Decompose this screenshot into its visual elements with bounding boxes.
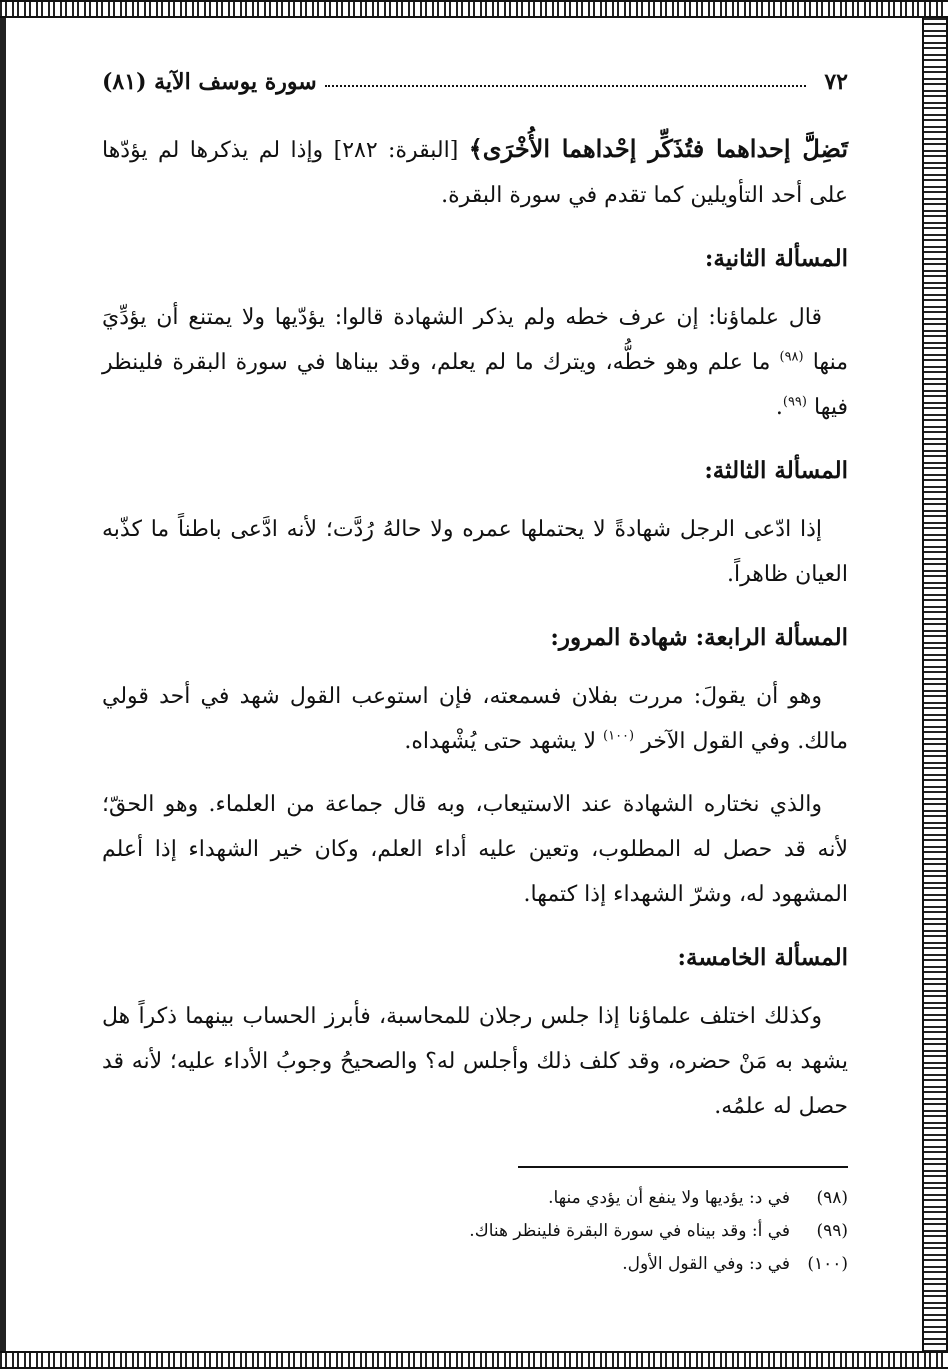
footnote-item	[102, 1215, 848, 1248]
paragraph-section-2	[102, 295, 848, 430]
footnote-number: (٩٨)	[816, 1188, 848, 1208]
paragraph-section-4	[102, 674, 848, 764]
footnote-ref[interactable]: (٩٩)	[782, 394, 807, 410]
quran-quote: تَضِلَّ إحداهما فتُذَكِّر إحْداهما الأُخْرَى﴾	[468, 134, 849, 163]
page-border-left	[0, 18, 6, 1351]
paragraph-text: لا يشهد حتى يُشْهداه.	[404, 729, 604, 754]
footnote-separator	[518, 1166, 848, 1168]
footnote-item	[102, 1182, 848, 1215]
footnote-ref[interactable]: (٩٨)	[779, 349, 804, 365]
page-body	[102, 62, 848, 1147]
paragraph-text: وهو أن يقولَ: مررت بفلان فسمعته، فإن استوعب القول شهد في أحد قولي مالك. وفي القول الآخر	[102, 684, 848, 754]
section-title-3: المسألة الثالثة:	[704, 457, 848, 484]
footnotes	[102, 1182, 848, 1281]
page-border-top	[0, 0, 948, 18]
page-border-bottom	[0, 1351, 948, 1369]
section-title-5: المسألة الخامسة:	[677, 944, 848, 971]
paragraph-section-4b: والذي نختاره الشهادة عند الاستيعاب، وبه قال جماعة من العلماء. وهو الحقّ؛ لأنه قد حصل له المطلوب، وتعين عليه أداء العلم، وكان خير الشهداء إذا أعلم المشهود له، وشرّ الشهداء إذا كتمها.	[102, 792, 848, 907]
paragraph-section-3: إذا ادّعى الرجل شهادةً لا يحتملها عمره ولا حالهُ رُدَّت؛ لأنه ادَّعى باطناً ما كذّبه العيان ظاهراً.	[102, 517, 848, 587]
footnote-ref[interactable]: (١٠٠)	[603, 728, 635, 744]
paragraph-section-5: وكذلك اختلف علماؤنا إذا جلس رجلان للمحاسبة، فأبرز الحساب بينهما ذكراً هل يشهد به مَنْ حضره، وقد كلف ذلك وأجلس له؟ والصحيحُ وجوبُ الأداء عليه؛ لأنه قد حصل له علمُه.	[102, 1004, 848, 1119]
running-header	[102, 62, 848, 102]
paragraph-text: [البقرة: ٢٨٢] وإذا لم يذكرها لم يؤدّها على أحد التأويلين كما تقدم في سورة البقرة.	[102, 138, 848, 208]
paragraph-text: قال علماؤنا: إن عرف خطه ولم يذكر الشهادة قالوا: يؤدّيها ولا يمتنع أن يؤدِّيَ منها	[102, 305, 848, 375]
section-title-4: المسألة الرابعة: شهادة المرور:	[550, 624, 848, 651]
footnote-text: في أ: وقد بيناه في سورة البقرة فلينظر هناك.	[469, 1221, 790, 1241]
footnote-number: (٩٩)	[816, 1221, 848, 1241]
paragraph-text: ما علم وهو خطُّه، ويترك ما لم يعلم، وقد بيناها في سورة البقرة فلينظر فيها	[102, 350, 848, 420]
footnote-text: في د: يؤديها ولا ينفع أن يؤدي منها.	[548, 1188, 790, 1208]
footnote-item	[102, 1248, 848, 1281]
section-title-2: المسألة الثانية:	[704, 245, 848, 272]
header-dot-leader	[325, 85, 807, 87]
running-title: سورة يوسف الآية (٨١)	[102, 68, 317, 95]
page-border-right	[922, 18, 948, 1351]
paragraph-continuation	[102, 126, 848, 218]
page-number: ٧٢	[824, 68, 848, 95]
footnote-text: في د: وفي القول الأول.	[622, 1254, 790, 1274]
footnote-number: (١٠٠)	[807, 1254, 848, 1274]
paragraph-text: .	[775, 395, 783, 420]
